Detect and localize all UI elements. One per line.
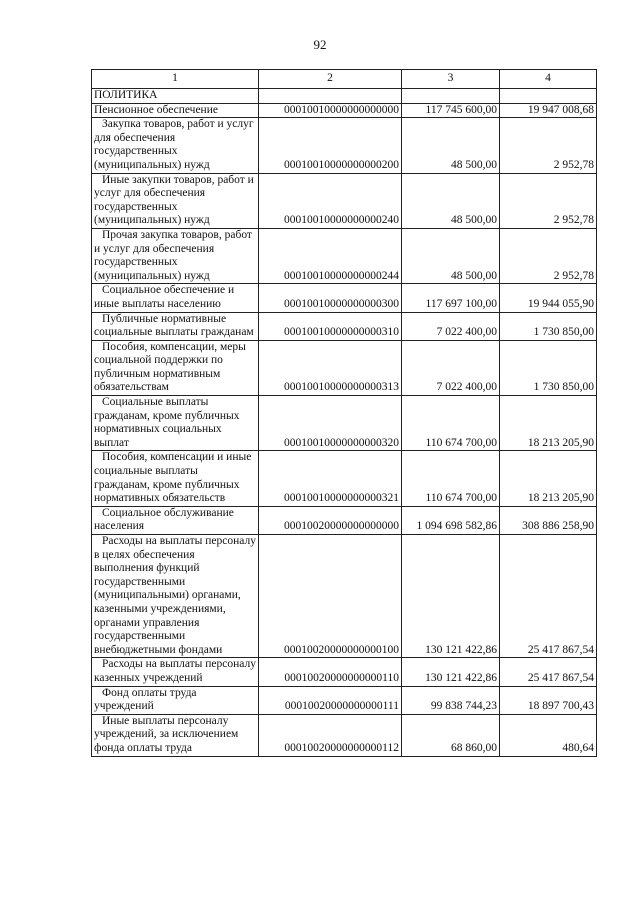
column-header-1: 1 [92,70,259,89]
name-cell: Пенсионное обеспечение [92,103,259,118]
section-empty-cell [259,89,402,104]
table-row [92,284,597,312]
value-col3-cell: 48 500,00 [402,173,500,228]
value-col4-cell: 1 730 850,00 [500,340,597,395]
value-col3-cell: 68 860,00 [402,714,500,756]
value-col4-cell: 19 944 055,90 [500,284,597,312]
code-cell: 00010010000000000313 [259,340,402,395]
name-cell: Расходы на выплаты персоналу казенных учреждений [92,658,259,686]
name-cell: Социальное обслуживание населения [92,506,259,534]
table-row [92,312,597,340]
table-header [92,70,597,89]
code-cell: 00010020000000000110 [259,658,402,686]
page-number: 92 [313,37,327,52]
table-body [92,89,597,757]
budget-table [91,69,597,757]
code-cell: 00010010000000000310 [259,312,402,340]
value-col4-cell: 18 213 205,90 [500,396,597,451]
table-row [92,173,597,228]
value-col3-cell: 110 674 700,00 [402,396,500,451]
name-cell: Пособия, компенсации и иные социальные выплаты гражданам, кроме публичных нормативных обязательств [92,451,259,506]
table-row [92,103,597,118]
value-col4-cell: 18 213 205,90 [500,451,597,506]
value-col3-cell: 48 500,00 [402,118,500,173]
value-col4-cell: 480,64 [500,714,597,756]
table-row [92,228,597,283]
value-col4-cell: 2 952,78 [500,173,597,228]
value-col4-cell: 2 952,78 [500,228,597,283]
name-cell: Прочая закупка товаров, работ и услуг для обеспечения государственных (муниципальных) нужд [92,228,259,283]
code-cell: 00010020000000000112 [259,714,402,756]
code-cell: 00010010000000000000 [259,103,402,118]
value-col4-cell: 18 897 700,43 [500,686,597,714]
value-col3-cell: 110 674 700,00 [402,451,500,506]
code-cell: 00010020000000000111 [259,686,402,714]
name-cell: Иные закупки товаров, работ и услуг для обеспечения государственных (муниципальных) нужд [92,173,259,228]
name-cell: Публичные нормативные социальные выплаты гражданам [92,312,259,340]
table-row [92,686,597,714]
code-cell: 00010010000000000300 [259,284,402,312]
column-header-3: 3 [402,70,500,89]
value-col3-cell: 130 121 422,86 [402,535,500,658]
name-cell: Пособия, компенсации, меры социальной поддержки по публичным нормативным обязательствам [92,340,259,395]
name-cell: Иные выплаты персоналу учреждений, за исключением фонда оплаты труда [92,714,259,756]
value-col4-cell: 19 947 008,68 [500,103,597,118]
table-row [92,340,597,395]
name-cell: Социальные выплаты гражданам, кроме публичных нормативных социальных выплат [92,396,259,451]
code-cell: 00010010000000000200 [259,118,402,173]
value-col4-cell: 25 417 867,54 [500,658,597,686]
name-cell: Закупка товаров, работ и услуг для обеспечения государственных (муниципальных) нужд [92,118,259,173]
column-header-2: 2 [259,70,402,89]
value-col4-cell: 308 886 258,90 [500,506,597,534]
table-row [92,396,597,451]
header-row [92,70,597,89]
value-col3-cell: 48 500,00 [402,228,500,283]
value-col3-cell: 7 022 400,00 [402,312,500,340]
table-row [92,118,597,173]
section-title: ПОЛИТИКА [92,89,259,104]
value-col3-cell: 117 745 600,00 [402,103,500,118]
code-cell: 00010020000000000000 [259,506,402,534]
table-row [92,506,597,534]
section-row [92,89,597,104]
value-col3-cell: 130 121 422,86 [402,658,500,686]
value-col3-cell: 99 838 744,23 [402,686,500,714]
value-col3-cell: 117 697 100,00 [402,284,500,312]
value-col4-cell: 25 417 867,54 [500,535,597,658]
name-cell: Фонд оплаты труда учреждений [92,686,259,714]
value-col3-cell: 1 094 698 582,86 [402,506,500,534]
code-cell: 00010010000000000244 [259,228,402,283]
name-cell: Социальное обеспечение и иные выплаты населению [92,284,259,312]
section-empty-cell [402,89,500,104]
table-row [92,535,597,658]
table-row [92,451,597,506]
code-cell: 00010010000000000240 [259,173,402,228]
code-cell: 00010010000000000320 [259,396,402,451]
value-col3-cell: 7 022 400,00 [402,340,500,395]
table-row [92,714,597,756]
table-row [92,658,597,686]
section-empty-cell [500,89,597,104]
code-cell: 00010010000000000321 [259,451,402,506]
column-header-4: 4 [500,70,597,89]
name-cell: Расходы на выплаты персоналу в целях обеспечения выполнения функций государственными (муниципальными) органами, казенными учреждениями, органами управления государственными внебюджетными фондами [92,535,259,658]
value-col4-cell: 2 952,78 [500,118,597,173]
value-col4-cell: 1 730 850,00 [500,312,597,340]
code-cell: 00010020000000000100 [259,535,402,658]
